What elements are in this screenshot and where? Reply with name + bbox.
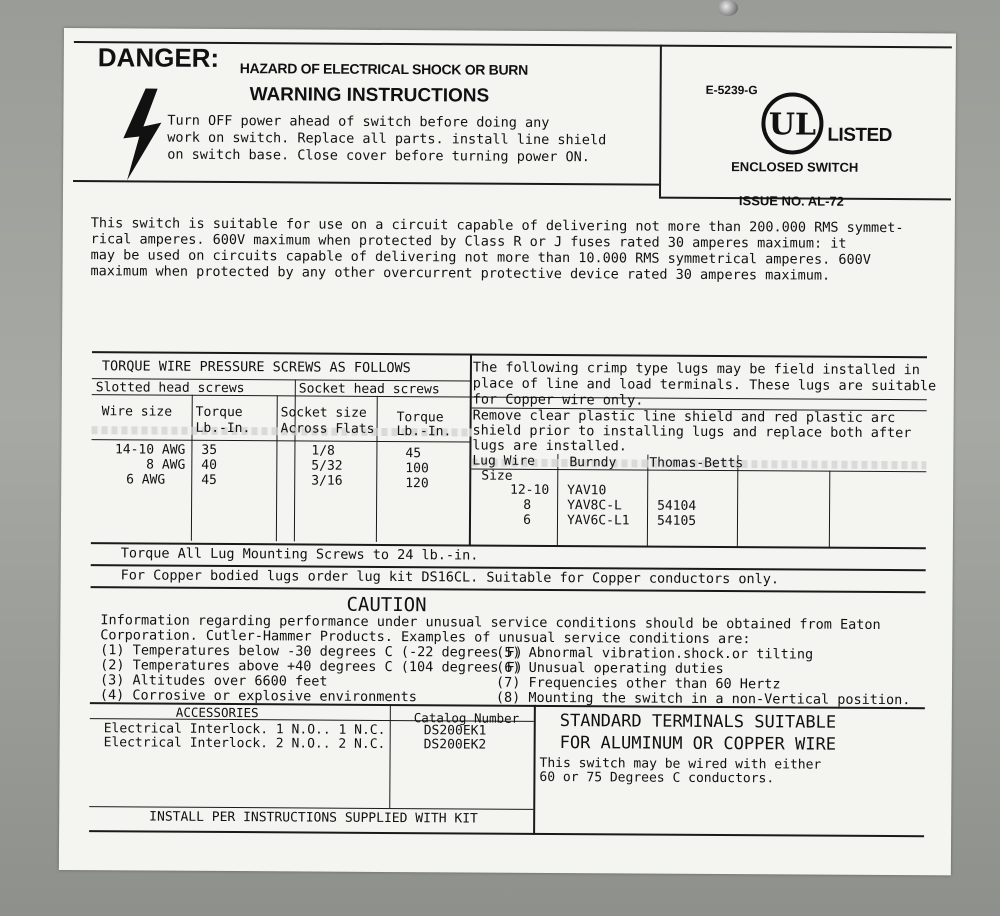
torque-row-2-t2: 100 [405,461,429,477]
lug-intro-1: The following crimp type lugs may be field installed in [472,359,921,379]
warning-label [59,28,956,875]
accessory-2-name: Electrical Interlock. 2 N.O.. 2 N.C. [103,735,386,752]
col-torque-1: Torque [195,404,243,421]
caution-title: CAUTION [346,593,427,617]
lug-row-3-thomas: 54105 [656,513,697,529]
accessories-title: ACCESSORIES [175,704,259,721]
col-socket-size: Socket size [280,405,367,421]
terminals-note-1: This switch may be wired with either [539,755,822,773]
lug-intro-2: place of line and load terminals. These lugs are suitable [472,375,937,395]
hazard-text: HAZARD OF ELECTRICAL SHOCK OR BURN [239,60,529,78]
lug-row-3-size: 6 [523,512,532,528]
lug-col-burndy: Burndy [569,455,617,471]
caution-cond-5: (5) Abnormal vibration.shock.or tilting [496,644,814,663]
col-wire-size: Wire size [101,404,173,420]
danger-heading: DANGER: [97,42,220,73]
warning-title: WARNING INSTRUCTIONS [249,84,490,107]
torque-row-1-socket: 1/8 [311,443,335,459]
ul-listed: LISTED [827,124,892,147]
col-socket-sub: Across Flats [280,421,375,437]
accessory-2-catalog: DS200EK2 [423,737,487,753]
torque-row-3-socket: 3/16 [311,473,343,489]
terminals-line-2: FOR ALUMINUM OR COPPER WIRE [559,733,837,755]
cover-screw [718,0,738,16]
accessory-1-catalog: DS200EK1 [423,723,487,739]
socket-heading: Socket head screws [298,381,440,398]
caution-line-1: Information regarding performance under unusual service conditions should be obtained from Eaton [100,612,881,633]
rating-line-3: may be used on circuits capable of delivering not more than 10.000 RMS symmetrical amperes. 600V [90,247,871,268]
lightning-bolt-icon [119,88,164,180]
lug-row-1-burndy: YAV10 [567,483,607,499]
warning-line-3: on switch base. Close cover before turning power ON. [167,146,590,166]
torque-row-1-wire: 14-10 AWG [114,442,186,458]
warning-line-1: Turn OFF power ahead of switch before doing any [167,112,550,131]
ul-enclosed-switch: ENCLOSED SWITCH [731,159,859,175]
torque-row-3-t1: 45 [201,472,217,488]
caution-cond-6: (6) Unusual operating duties [496,659,724,678]
caution-cond-1: (1) Temperatures below -30 degrees C (-22 degrees F) [100,642,523,661]
torque-title: TORQUE WIRE PRESSURE SCREWS AS FOLLOWS [101,358,411,377]
warning-line-2: work on switch. Replace all parts. install line shield [167,129,607,149]
caution-cond-7: (7) Frequencies other than 60 Hertz [495,674,781,693]
caution-cond-4: (4) Corrosive or explosive environments [99,687,417,706]
torque-row-2-wire: 8 AWG [146,457,186,473]
ul-issue-number: ISSUE NO. AL-72 [738,193,844,209]
lug-remove-2: shield prior to installing lugs and replace both after [472,422,912,442]
ul-file-number: E-5239-G [705,82,758,98]
torque-row-2-socket: 5/32 [311,458,343,474]
caution-line-2: Corporation. Cutler-Hammer Products. Examples of unusual service conditions are: [100,627,751,648]
lug-row-2-thomas: 54104 [657,498,697,514]
lug-remove-3: lugs are installed. [472,437,627,455]
slotted-heading: Slotted head screws [95,380,245,397]
install-note: INSTALL PER INSTRUCTIONS SUPPLIED WITH KIT [149,809,478,827]
lug-intro-3: for Copper wire only. [472,391,644,409]
terminals-line-1: STANDARD TERMINALS SUITABLE [559,711,837,733]
col-torque-1-unit: Lb.-In. [195,420,251,437]
col-torque-2: Torque [396,410,444,426]
lug-row-1-size: 12-10 [509,482,550,498]
torque-row-3-wire: 6 AWG [126,472,166,488]
svg-text:UL: UL [768,107,817,143]
torque-row-2-t1: 40 [201,457,218,473]
torque-row-3-t2: 120 [405,476,429,492]
lug-remove-1: Remove clear plastic line shield and red plastic arc [472,407,896,427]
torque-row-1-t1: 35 [201,442,218,458]
caution-cond-2: (2) Temperatures above +40 degrees C (104 degrees F) [100,657,523,676]
ul-logo [759,90,825,156]
lug-col-size: Size [481,468,513,484]
lug-col-thomas: Thomas-Betts [649,455,744,472]
terminals-note-2: 60 or 75 Degrees C conductors. [539,769,775,787]
lug-row-2-burndy: YAV8C-L [567,498,622,514]
accessory-1-name: Electrical Interlock. 1 N.O.. 1 N.C. [103,721,386,738]
caution-cond-8: (8) Mounting the switch in a non-Vertical position. [495,689,911,709]
rating-line-4: maximum when protected by any other overcurrent protective device rated 30 amperes maximum. [90,263,831,284]
copper-kit-note: For Copper bodied lugs order lug kit DS16CL. Suitable for Copper conductors only. [120,567,780,588]
rating-line-1: This switch is suitable for use on a circuit capable of delivering not more than 200.000 RMS symmet- [90,215,904,237]
torque-row-1-t2: 45 [405,446,422,462]
lug-row-3-burndy: YAV6C-L1 [566,513,630,529]
caution-cond-3: (3) Altitudes over 6600 feet [99,672,328,690]
torque-all-note: Torque All Lug Mounting Screws to 24 lb.-in. [120,545,479,564]
lug-col-wire: Lug Wire [472,453,536,469]
col-torque-2-unit: Lb.-In. [396,424,452,440]
lug-row-2-size: 8 [523,497,532,513]
catalog-title: Catalog Number [413,710,520,726]
rating-line-2: rical amperes. 600V maximum when protected by Class R or J fuses rated 30 amperes maximum: it [90,231,847,252]
